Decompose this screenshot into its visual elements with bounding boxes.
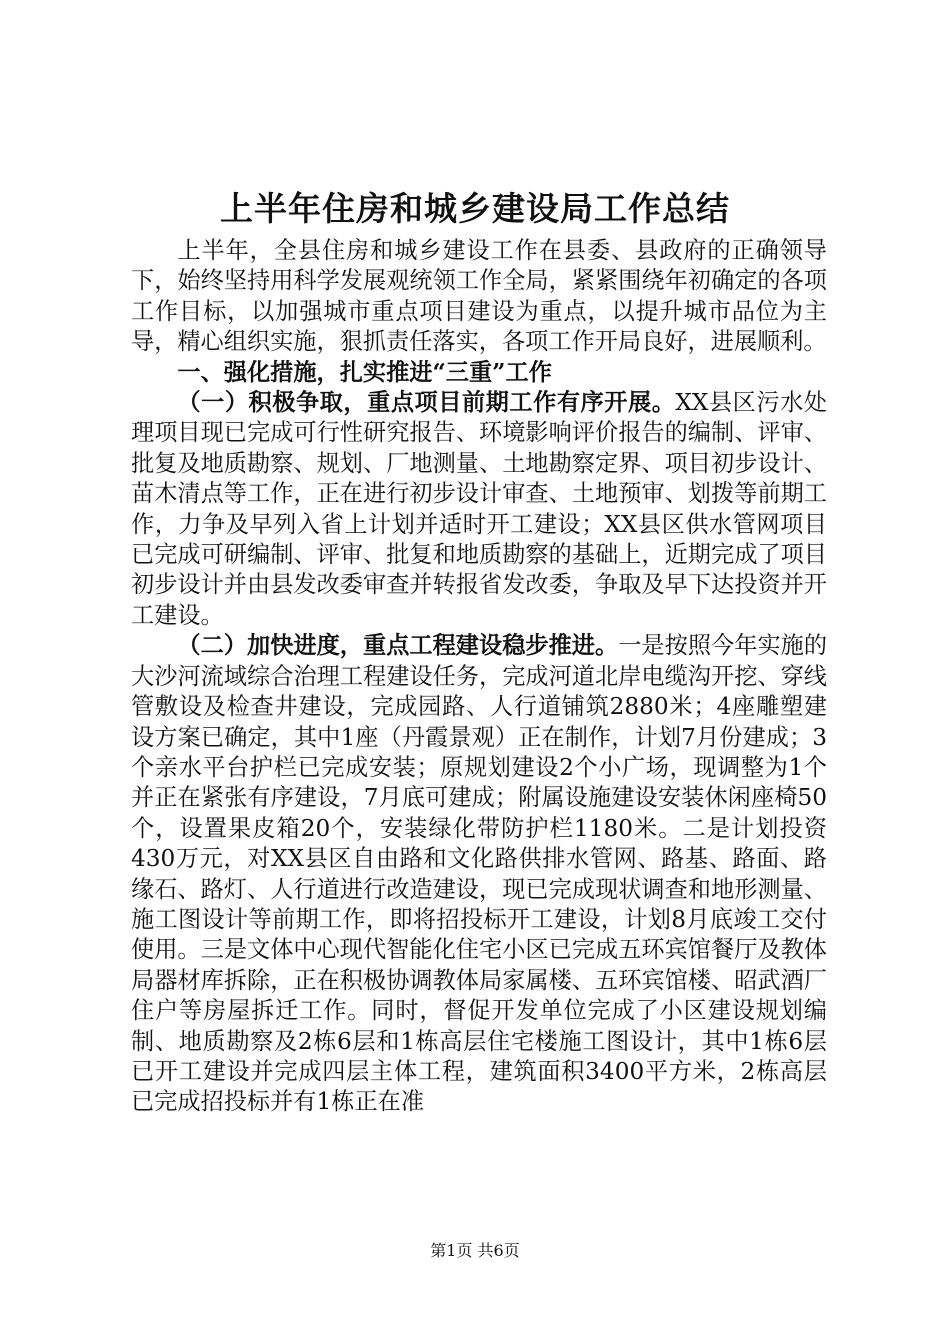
item-2-lead: （二）加快进度，重点工程建设稳步推进。 [177, 632, 619, 660]
document-title: 上半年住房和城乡建设局工作总结 [220, 189, 730, 228]
page-footer: 第1页 共6页 [430, 1241, 520, 1260]
intro-paragraph: 上半年，全县住房和城乡建设工作在县委、县政府的正确领导下，始终坚持用科学发展观统领工作全局，紧紧围绕年初确定的各项工作目标，以加强城市重点项目建设为重点，以提升城市品位为主导，精心组织实施，狠抓责任落实，各项工作开局良好，进展顺利。 [131, 237, 827, 356]
item-1-lead: （一）积极争取，重点项目前期工作有序开展。 [177, 389, 676, 417]
item-1-text: XX县区污水处理项目现已完成可行性研究报告、环境影响评价报告的编制、评审、批复及地质勘察、规划、厂地测量、土地勘察定界、项目初步设计、苗木清点等工作，正在进行初步设计审查、土地预审、划拨等前期工作，力争及早列入省上计划并适时开工建设；XX县区供水管网项目已完成可研编制、评审、批复和地质勘察的基础上，近期完成了项目初步设计并由县发改委审查并转报省发改委，争取及早下达投资并开工建设。 [131, 389, 827, 629]
item-2-text: 一是按照今年实施的大沙河流域综合治理工程建设任务，完成河道北岸电缆沟开挖、穿线管敷设及检查井建设，完成园路、人行道铺筑2880米；4座雕塑建设方案已确定，其中1座（丹霞景观）正在制作，计划7月份建成；3个亲水平台护栏已完成安装；原规划建设2个小广场，现调整为1个并正在紧张有序建设，7月底可建成；附属设施建设安装休闲座椅50个，设置果皮箱20个，安装绿化带防护栏1180米。二是计划投资430万元，对XX县区自由路和文化路供排水管网、路基、路面、路缘石、路灯、人行道进行改造建设，现已完成现状调查和地形测量、施工图设计等前期工作，即将招投标开工建设，计划8月底竣工交付使用。三是文体中心现代智能化住宅小区已完成五环宾馆餐厅及教体局器材库拆除，正在积极协调教体局家属楼、五环宾馆楼、昭武酒厂住户等房屋拆迁工作。同时，督促开发单位完成了小区建设规划编制、地质勘察及2栋6层和1栋高层住宅楼施工图设计，其中1栋6层已开工建设并完成四层主体工程，建筑面积3400平方米，2栋高层已完成招投标并有1栋正在准 [131, 632, 828, 1116]
item-2-paragraph [131, 631, 827, 1118]
section-heading: 一、强化措施，扎实推进“三重”工作 [177, 358, 552, 386]
document-body [131, 236, 827, 1118]
item-1-paragraph [131, 388, 827, 631]
